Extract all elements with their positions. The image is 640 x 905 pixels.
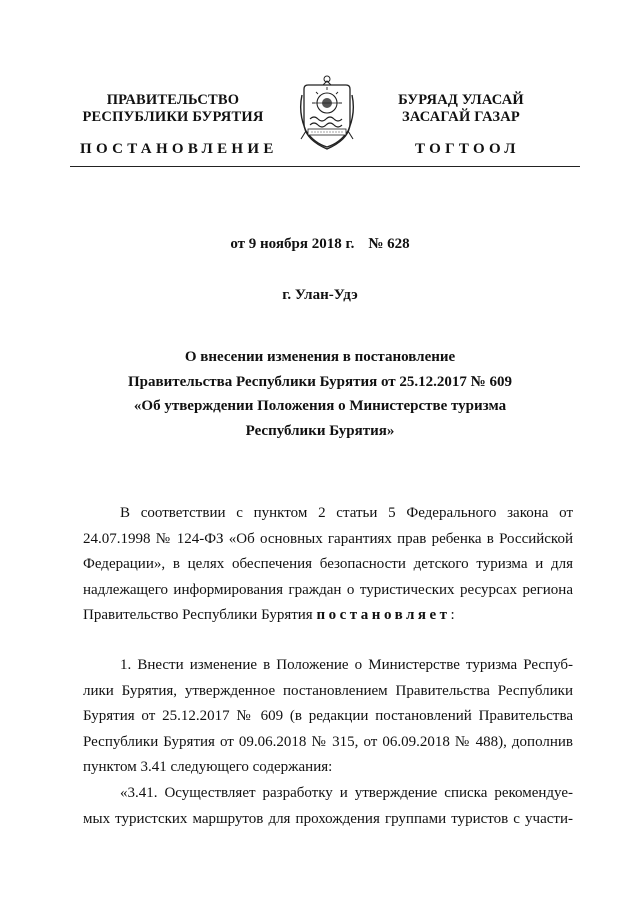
decree-title — [60, 345, 580, 443]
coat-of-arms-icon — [296, 73, 358, 153]
preamble-paragraph — [83, 501, 573, 629]
decree-number: № 628 — [368, 236, 410, 252]
decree-title-line2: Правительства Республики Бурятия от 25.12.2017 № 609 — [127, 373, 512, 390]
clause-1-paragraph — [83, 653, 573, 832]
decree-date: от 9 ноября 2018 г. — [230, 236, 355, 252]
body-line: В соответствии с пунктом 2 статьи 5 Федерального закона от — [120, 505, 573, 521]
decree-title-line1: О внесении изменения в постановление — [184, 349, 456, 365]
issuer-buryat-line1: БУРЯАД УЛАСАЙ — [398, 92, 524, 108]
body-line: «3.41. Осуществляет разработку и утверждение списка рекомендуе- — [120, 784, 573, 801]
issuer-russian-line1: ПРАВИТЕЛЬСТВО — [106, 92, 240, 108]
decree-city: г. Улан-Удэ — [282, 287, 358, 303]
body-line: Республики Бурятия от 09.06.2018 № 315, от 06.09.2018 № 488), дополнив — [83, 733, 573, 750]
body-line: надлежащего информирования граждан о туристических ресурсах региона — [83, 581, 573, 598]
resolution-subject: Правительство Республики Бурятия — [83, 607, 313, 624]
issuer-russian — [78, 92, 268, 126]
body-line: пунктом 3.41 следующего содержания: — [83, 759, 333, 776]
body-line: Федерации», в целях обеспечения безопасности детского туризма и для — [83, 556, 573, 573]
decree-date-number — [0, 236, 640, 253]
issuer-buryat-line2: ЗАСАГАЙ ГАЗАР — [402, 109, 520, 125]
doc-type-russian: ПОСТАНОВЛЕНИЕ — [80, 141, 278, 157]
decree-title-line4: Республики Бурятия» — [245, 422, 395, 439]
body-line: лики Бурятия, утвержденное постановлением Правительства Республики — [83, 682, 573, 699]
body-line: мых туристских маршрутов для прохождения группами туристов с участи- — [83, 810, 573, 827]
resolution-keyword: постановляет — [316, 607, 451, 624]
body-line: 24.07.1998 № 124-ФЗ «Об основных гарантиях прав ребенка в Российской — [83, 530, 573, 547]
doc-type-buryat: ТОГТООЛ — [415, 141, 520, 157]
decree-title-line3: «Об утверждении Положения о Министерстве туризма — [133, 398, 507, 414]
resolution-colon: : — [450, 607, 455, 624]
issuer-buryat — [366, 92, 556, 126]
body-line: 1. Внести изменение в Положение о Министерстве туризма Респуб- — [120, 657, 573, 673]
issuer-russian-line2: РЕСПУБЛИКИ БУРЯТИЯ — [82, 109, 264, 125]
body-line — [83, 603, 573, 629]
header-rule — [70, 166, 580, 167]
body-line: Бурятия от 25.12.2017 № 609 (в редакции постановлений Правительства — [83, 708, 573, 725]
